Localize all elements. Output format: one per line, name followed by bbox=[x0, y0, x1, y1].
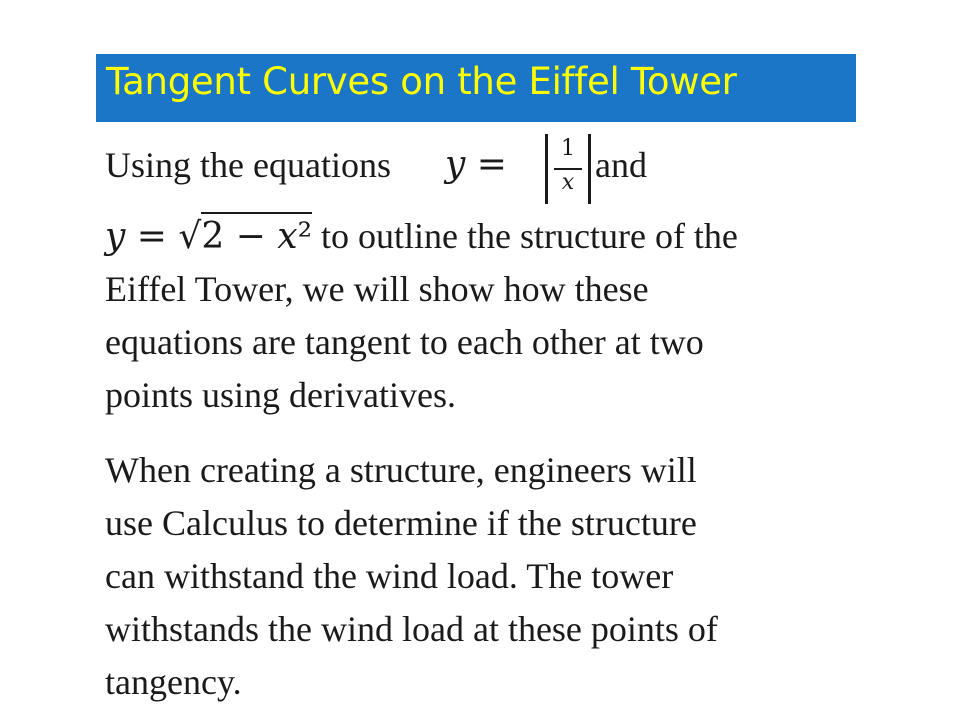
equation-2-lhs: 𝑦 = √ bbox=[105, 216, 202, 257]
abs-fraction bbox=[545, 134, 591, 204]
equation-1-lhs: 𝑦 = bbox=[445, 144, 507, 185]
paragraph-1-line-4: equations are tangent to each other at two bbox=[105, 322, 704, 362]
paragraph-1-line-5: points using derivatives. bbox=[105, 375, 456, 415]
fraction-numerator: 1 bbox=[561, 136, 575, 161]
paragraph-2-line: When creating a structure, engineers will bbox=[105, 450, 697, 490]
paragraph-2-line: use Calculus to determine if the structure bbox=[105, 503, 697, 543]
intro-text: Using the equations bbox=[105, 145, 391, 185]
paragraph-2-line: withstands the wind load at these points of bbox=[105, 609, 718, 649]
conjunction-text: and bbox=[595, 145, 647, 185]
equation-2-radicand: 2 − 𝑥² bbox=[201, 212, 312, 257]
paragraph-2-line: tangency. bbox=[105, 662, 242, 702]
equation-2-trailing-text: to outline the structure of the bbox=[321, 216, 738, 256]
paragraph-1-line-3: Eiffel Tower, we will show how these bbox=[105, 269, 649, 309]
fraction-denominator: 𝑥 bbox=[561, 170, 575, 195]
slide-title: Tangent Curves on the Eiffel Tower bbox=[106, 60, 737, 103]
paragraph-2-line: can withstand the wind load. The tower bbox=[105, 556, 674, 596]
title-banner bbox=[96, 54, 856, 122]
equation-2-line bbox=[105, 210, 738, 263]
